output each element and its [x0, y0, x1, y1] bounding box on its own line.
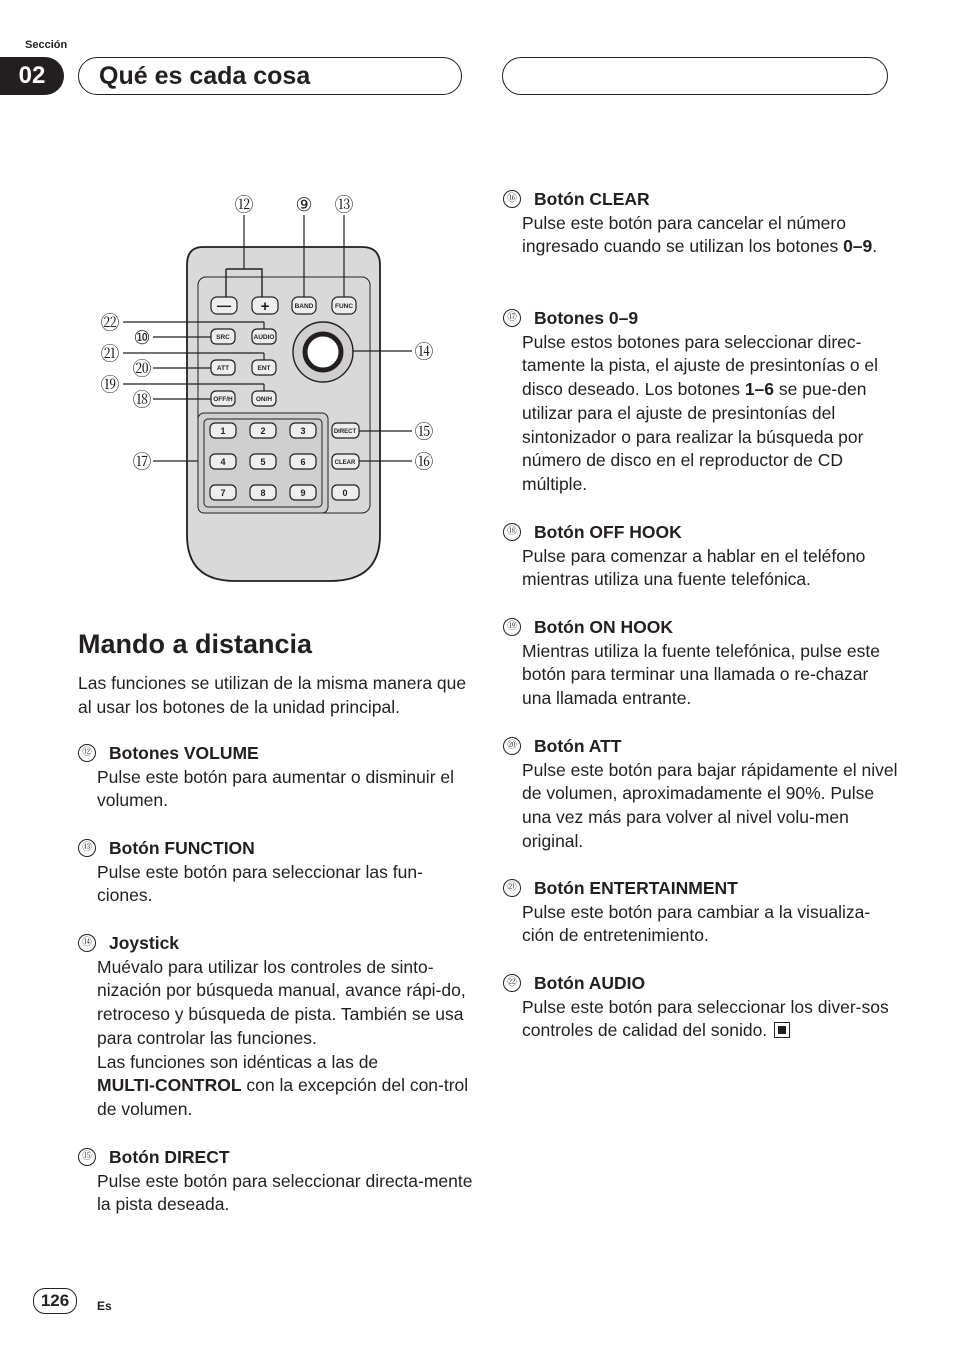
item-title: Botón CLEAR — [534, 189, 650, 209]
remote-control-diagram — [90, 185, 450, 595]
item-body: Pulse este botón para seleccionar directa-mente la pista deseada. — [97, 1170, 473, 1215]
digit-3-label: 3 — [300, 426, 306, 436]
clear-label: CLEAR — [334, 460, 356, 466]
band-label: BAND — [294, 303, 314, 310]
item-number: ⑰ — [503, 309, 521, 327]
item-body-continued: Las funciones son idénticas a las de MULTI-CONTROL con la excepción del con-trol de volumen. — [97, 1051, 469, 1120]
item-title: Botón ENTERTAINMENT — [534, 878, 738, 898]
digit-8-label: 8 — [260, 488, 266, 498]
item-title: Botón ON HOOK — [534, 617, 674, 637]
callout-14: ⑭ — [414, 342, 434, 363]
minus-label: — — [217, 297, 231, 313]
list-item — [503, 972, 898, 1043]
plus-label: + — [260, 298, 270, 315]
item-body: Pulse este botón para cambiar a la visualiza-ción de entretenimiento. — [522, 901, 871, 946]
item-title: Botón FUNCTION — [109, 838, 255, 858]
onh-label: ON/H — [255, 396, 273, 403]
item-body: Muévalo para utilizar los controles de sinto-nización por búsqueda manual, avance rápi-do, retroceso y búsqueda de pista. También se usa para controlar las funciones. — [97, 956, 466, 1048]
callout-19: ⑲ — [100, 375, 120, 396]
callout-17: ⑰ — [132, 452, 152, 473]
digit-5-label: 5 — [260, 457, 266, 467]
list-item — [503, 735, 898, 854]
item-body: Pulse este botón para bajar rápidamente el nivel de volumen, aproximadamente el 90%. Pulse una vez más para volver al nivel volu-men original. — [522, 759, 898, 851]
digit-1-label: 1 — [220, 426, 226, 436]
item-title: Botones 0–9 — [534, 308, 639, 328]
section-intro: Las funciones se utilizan de la misma manera que al usar los botones de la unidad principal. — [78, 673, 467, 717]
ent-label: ENT — [257, 365, 271, 372]
callout-15: ⑮ — [414, 422, 434, 443]
list-item — [503, 616, 898, 711]
item-body: Pulse para comenzar a hablar en el teléfono mientras utiliza una fuente telefónica. — [522, 545, 866, 590]
digit-7-label: 7 — [220, 488, 226, 498]
item-title: Joystick — [109, 933, 180, 953]
list-item — [503, 877, 898, 948]
item-body: Pulse este botón para seleccionar los diver-sos controles de calidad del sonido. — [522, 996, 889, 1041]
list-item — [503, 307, 898, 497]
item-body: Pulse estos botones para seleccionar direc-tamente la pista, el ajuste de presintonías o el disco deseado. Los botones 1–6 se pue-den utilizar para el ajuste de presintonías del sintonizador o para realizar la búsqueda por número de disco en el reproductor de CD múltiple. — [522, 331, 879, 495]
callout-13: ⑬ — [334, 195, 354, 216]
list-item — [78, 837, 473, 908]
list-item — [78, 742, 473, 813]
digit-0-label: 0 — [342, 488, 348, 498]
digit-6-label: 6 — [300, 457, 306, 467]
item-title: Botones VOLUME — [109, 743, 259, 763]
language-code: Es — [97, 1299, 112, 1313]
item-number: ㉒ — [503, 974, 521, 992]
list-item — [503, 521, 898, 592]
digit-9-label: 9 — [300, 488, 306, 498]
item-body: Pulse este botón para seleccionar las fun-ciones. — [97, 861, 423, 906]
digit-4-label: 4 — [220, 457, 226, 467]
item-body: Mientras utiliza la fuente telefónica, pulse este botón para terminar una llamada o re-chazar una llamada entrante. — [522, 640, 880, 709]
offh-label: OFF/H — [213, 396, 233, 403]
item-number: ⑯ — [503, 190, 521, 208]
item-number: ⑲ — [503, 618, 521, 636]
func-label: FUNC — [334, 303, 354, 310]
item-number: ⑳ — [503, 737, 521, 755]
digit-2-label: 2 — [260, 426, 266, 436]
section-heading: Mando a distancia — [78, 629, 313, 659]
audio-label: AUDIO — [253, 334, 275, 341]
end-mark-icon — [774, 1022, 790, 1038]
page-number: 126 — [33, 1288, 77, 1314]
item-number: ㉑ — [503, 879, 521, 897]
item-title: Botón OFF HOOK — [534, 522, 682, 542]
callout-22: ㉒ — [100, 313, 120, 334]
list-item — [78, 932, 473, 1122]
item-number: ⑬ — [78, 839, 96, 857]
callout-9: ⑨ — [295, 195, 313, 216]
page-title: Qué es cada cosa — [78, 57, 462, 95]
callout-12: ⑫ — [234, 195, 254, 216]
header-empty-pill — [502, 57, 888, 95]
item-number: ⑱ — [503, 523, 521, 541]
item-number: ⑭ — [78, 934, 96, 952]
item-body: Pulse este botón para cancelar el número ingresado cuando se utilizan los botones 0–9. — [522, 212, 878, 257]
item-title: Botón AUDIO — [534, 973, 646, 993]
item-title: Botón DIRECT — [109, 1147, 230, 1167]
callout-20: ⑳ — [132, 359, 152, 380]
item-body: Pulse este botón para aumentar o disminuir el volumen. — [97, 766, 455, 811]
callout-16: ⑯ — [414, 452, 434, 473]
att-label: ATT — [216, 365, 230, 372]
list-item — [503, 188, 898, 259]
callout-21: ㉑ — [100, 344, 120, 365]
item-number: ⑮ — [78, 1148, 96, 1166]
item-number: ⑫ — [78, 744, 96, 762]
callout-10: ⑩ — [133, 328, 151, 349]
item-title: Botón ATT — [534, 736, 622, 756]
src-label: SRC — [216, 334, 230, 341]
callout-18: ⑱ — [132, 390, 152, 411]
direct-label: DIRECT — [333, 429, 357, 435]
section-label: Sección — [25, 39, 68, 51]
section-number-tab: 02 — [0, 57, 64, 95]
list-item — [78, 1146, 473, 1217]
